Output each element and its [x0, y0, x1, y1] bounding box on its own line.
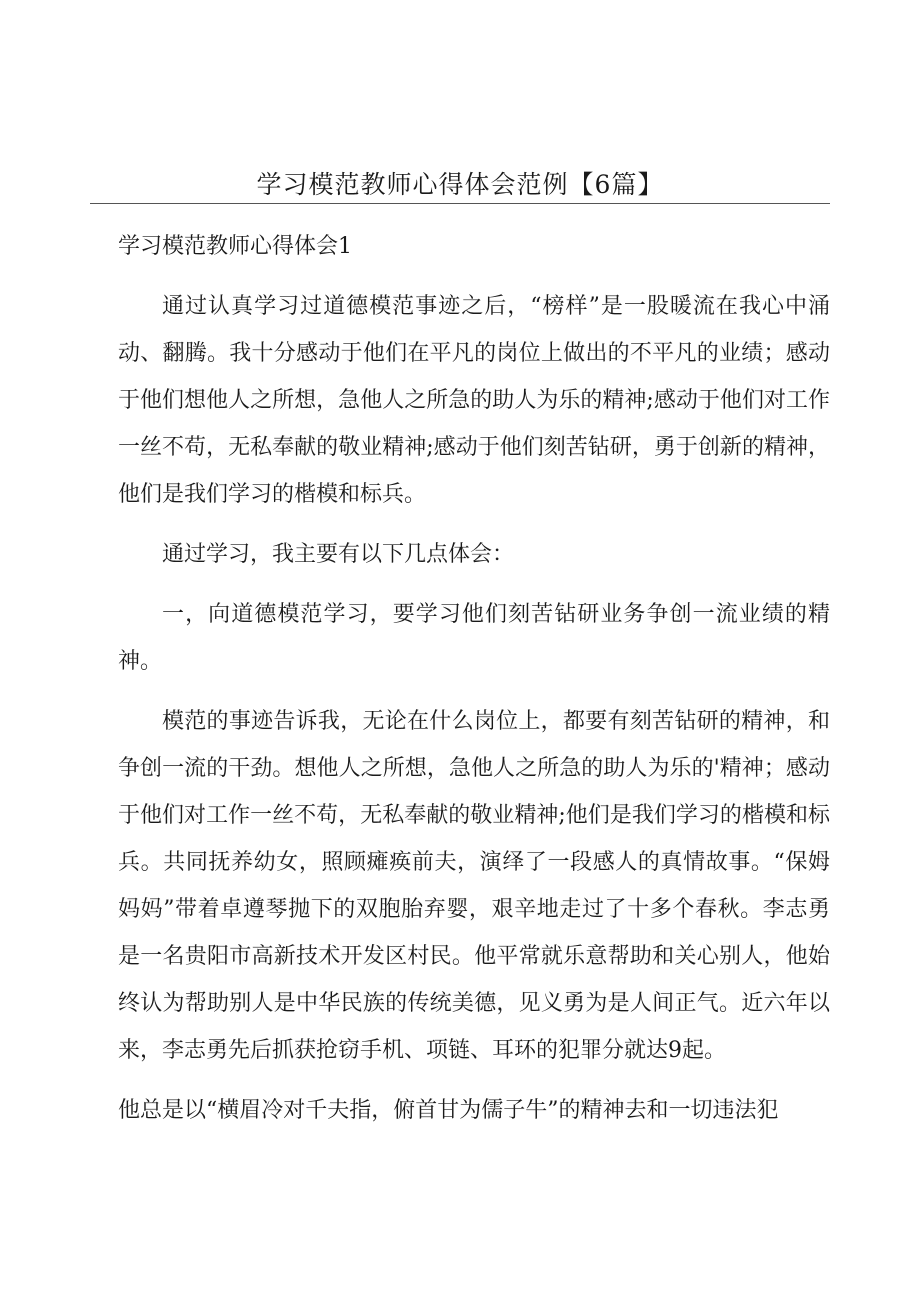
document-body [118, 225, 830, 1134]
title-underline [90, 203, 830, 204]
paragraph-5: 他总是以“横眉冷对千夫指，俯首甘为儒子牛”的精神去和一切违法犯 [118, 1098, 779, 1123]
document-title: 学习模范教师心得体会范例【6篇】 [256, 170, 664, 199]
section-heading: 学习模范教师心得体会1 [118, 234, 352, 259]
paragraph-4: 模范的事迹告诉我，无论在什么岗位上，都要有刻苦钻研的精神，和争创一流的干劲。想他人之所想，急他人之所急的助人为乐的'精神；感动于他们对工作一丝不苟，无私奉献的敬业精神;他们是我们学习的楷模和标兵。共同抚养幼女，照顾瘫痪前夫，演绎了一段感人的真情故事。“保姆妈妈”带着卓遵琴抛下的双胞胎弃婴，艰辛地走过了十多个春秋。李志勇是一名贵阳市高新技术开发区村民。他平常就乐意帮助和关心别人，他始终认为帮助别人是中华民族的传统美德，见义勇为是人间正气。近六年以来，李志勇先后抓获抢窃手机、项链、耳环的犯罪分就达9起。 [118, 709, 830, 1063]
paragraph-3: 一，向道德模范学习，要学习他们刻苦钻研业务争创一流业绩的精神。 [118, 602, 830, 674]
paragraph-2: 通过学习，我主要有以下几点体会： [162, 542, 515, 567]
paragraph-1: 通过认真学习过道德模范事迹之后，“榜样”是一股暖流在我心中涌动、翻腾。我十分感动于他们在平凡的岗位上做出的不平凡的业绩；感动于他们想他人之所想，急他人之所急的助人为乐的精神;感动于他们对工作一丝不苟，无私奉献的敬业精神;感动于他们刻苦钻研，勇于创新的精神，他们是我们学习的楷模和标兵。 [118, 294, 830, 507]
